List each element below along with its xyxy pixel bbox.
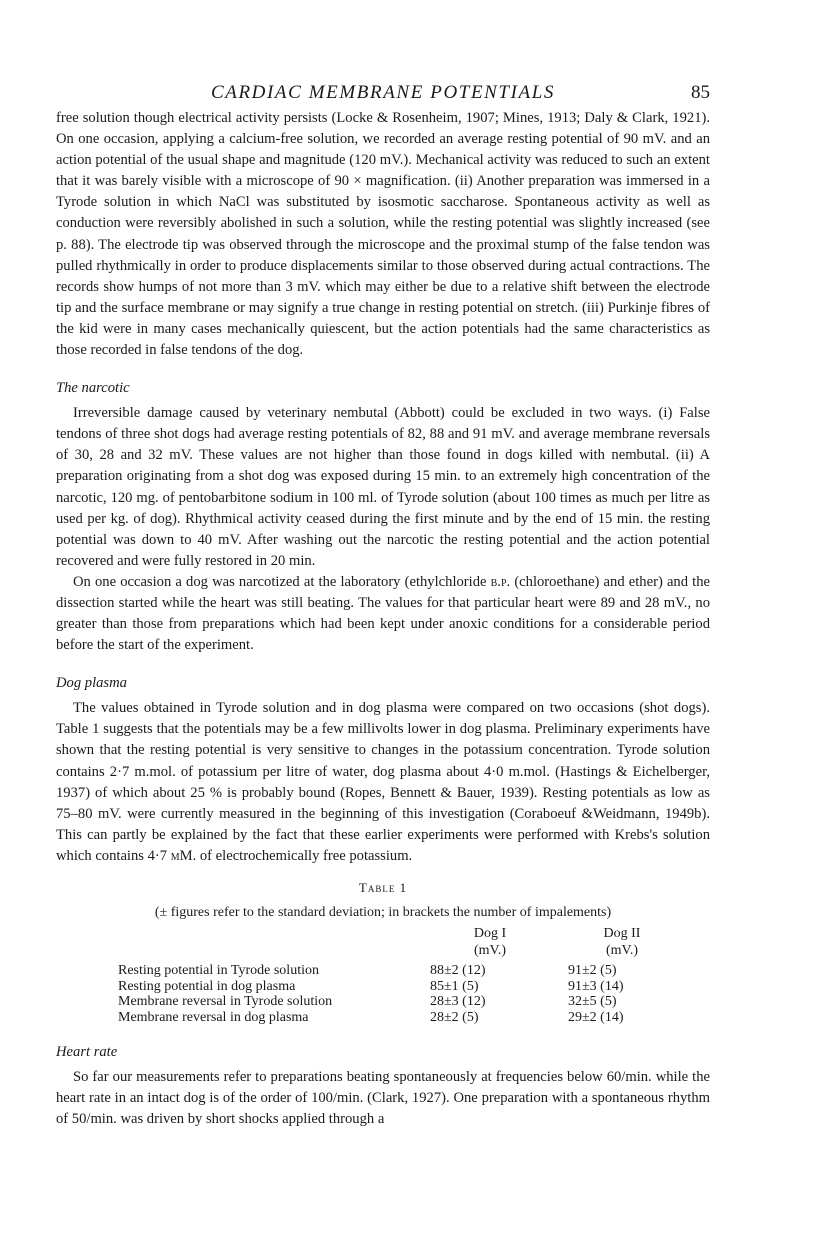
narcotic-paragraph-2-text-a: On one occasion a dog was narcotized at the laboratory (ethylchloride <box>73 573 491 590</box>
table-title: Table 1 <box>358 880 408 895</box>
table-row <box>118 994 688 1010</box>
table-header-row <box>118 925 688 963</box>
row-label: Resting potential in Tyrode solution <box>118 963 319 978</box>
running-title: CARDIAC MEMBRANE POTENTIALS <box>210 82 555 103</box>
plasma-paragraph-text-a: The values obtained in Tyrode solution and in dog plasma were compared on two occasions (shot dogs). Table 1 suggests that the potentials may be a few millivolts lower in dog plasma. Preliminary experiments have shown that the resting potential is very sensitive to changes in the potassium concentration. Tyrode solution contains 2·7 m.mol. of potassium per litre of water, dog plasma about 4·0 m.mol. (Hastings & Eichelberger, 1937) of which about 25 % is probably bound (Ropes, Bennett & Bauer, 1939). Resting potentials as low as 75–80 mV. were currently measured in the beginning of this investigation (Coraboeuf &Weidmann, 1949b). This can partly be explained by the fact that these earlier experiments were performed with Krebs's solution which contains 4·7 <box>56 700 710 864</box>
narcotic-paragraph-2-text-b: (chloroethane) and ether) and the dissection started while the heart was still beating. The values for that particular heart were 89 and 28 mV., no greater than those from preparations which had been kept under anoxic conditions for a considerable period before the start of the experiment. <box>56 573 710 654</box>
heart-rate-paragraph: So far our measurements refer to preparations beating spontaneously at frequencies below 60/min. while the heart rate in an intact dog is of the order of 100/min. (Clark, 1927). One preparation with a spontaneous rhythm of 50/min. was driven by short shocks applied through a <box>56 1069 710 1128</box>
table-header-dog-2 <box>556 925 688 963</box>
data-table <box>118 925 688 1025</box>
page-number: 85 <box>691 82 710 103</box>
dog-1-unit: (mV.) <box>473 943 507 958</box>
cell-dog-2: 32±5 (5) <box>568 994 617 1009</box>
dog-2-name: Dog II <box>603 926 641 941</box>
table-row <box>118 1010 688 1026</box>
section-heading-heart-rate: Heart rate <box>56 1044 118 1060</box>
row-label: Resting potential in dog plasma <box>118 978 296 994</box>
bp-abbreviation: b.p. <box>490 573 511 590</box>
mm-unit: mM <box>170 847 193 864</box>
cell-dog-1: 88±2 (12) <box>430 963 486 978</box>
cell-dog-2: 91±2 (5) <box>568 963 617 978</box>
row-label: Membrane reversal in dog plasma <box>118 1009 309 1025</box>
table-row <box>118 979 688 995</box>
cell-dog-1: 28±3 (12) <box>430 994 486 1009</box>
plasma-paragraph-text-b: . of electrochemically free potassium. <box>192 847 413 864</box>
cell-dog-2: 29±2 (14) <box>568 1009 624 1025</box>
narcotic-paragraph-1: Irreversible damage caused by veterinary nembutal (Abbott) could be excluded in two ways. (i) False tendons of three shot dogs had average resting potentials of 82, 88 and 91 mV. and average membrane reversals of 30, 28 and 32 mV. These values are not higher than those found in dogs killed with nembutal. (ii) A preparation originating from a shot dog was exposed during 15 min. to an extremely high concentration of the narcotic, 120 mg. of pentobarbitone sodium in 100 ml. of Tyrode solution (about 100 times as much per litre as used per kg. of dog). Rhythmical activity ceased during the first minute and by the end of 15 min. the resting potential was down to 40 mV. After washing out the narcotic the resting potential and the action potential recovered and were fully restored in 20 min. <box>56 405 710 569</box>
table-header-dog-1 <box>424 925 556 963</box>
cell-dog-2: 91±3 (14) <box>568 978 624 994</box>
dog-2-unit: (mV.) <box>605 943 639 958</box>
table-row <box>118 963 688 979</box>
table-caption: (± figures refer to the standard deviation; in brackets the number of impalements) <box>154 905 612 920</box>
page <box>56 82 710 1130</box>
narcotic-paragraph-2 <box>56 572 710 656</box>
running-head <box>56 82 710 108</box>
cell-dog-1: 28±2 (5) <box>430 1009 479 1025</box>
dog-1-name: Dog I <box>473 926 507 941</box>
section-heading-narcotic: The narcotic <box>56 380 130 397</box>
plasma-paragraph <box>56 698 710 867</box>
cell-dog-1: 85±1 (5) <box>430 978 479 994</box>
table-header-blank <box>118 925 424 963</box>
section-heading-dog-plasma: Dog plasma <box>56 675 127 692</box>
paragraph-continued: free solution though electrical activity persists (Locke & Rosenheim, 1907; Mines, 1913; Daly & Clark, 1921). On one occasion, applying a calcium-free solution, we recorded an average resting potential of 90 mV. and an action potential of the usual shape and magnitude (120 mV.). Mechanical activity was reduced to such an extent that it was barely visible with a microscope of 90 × magnification. (ii) Another preparation was immersed in a Tyrode solution in which NaCl was substituted by isosmotic saccharose. Spontaneous activity as well as conduction were reversibly abolished in such a solution, while the resting potential was slightly increased (see p. 88). The electrode tip was observed through the microscope and the proximal stump of the false tendon was pulled rhythmically in order to produce displacements similar to those observed during actual contractions. The records show humps of not more than 3 mV. which may either be due to a relative shift between the electrode tip and the surface membrane or may signify a true change in resting potential on stretch. (iii) Purkinje fibres of the kid were in many cases mechanically quiescent, but the action potentials had the same characteristics as those recorded in false tendons of the dog. <box>56 110 710 359</box>
row-label: Membrane reversal in Tyrode solution <box>118 994 333 1009</box>
